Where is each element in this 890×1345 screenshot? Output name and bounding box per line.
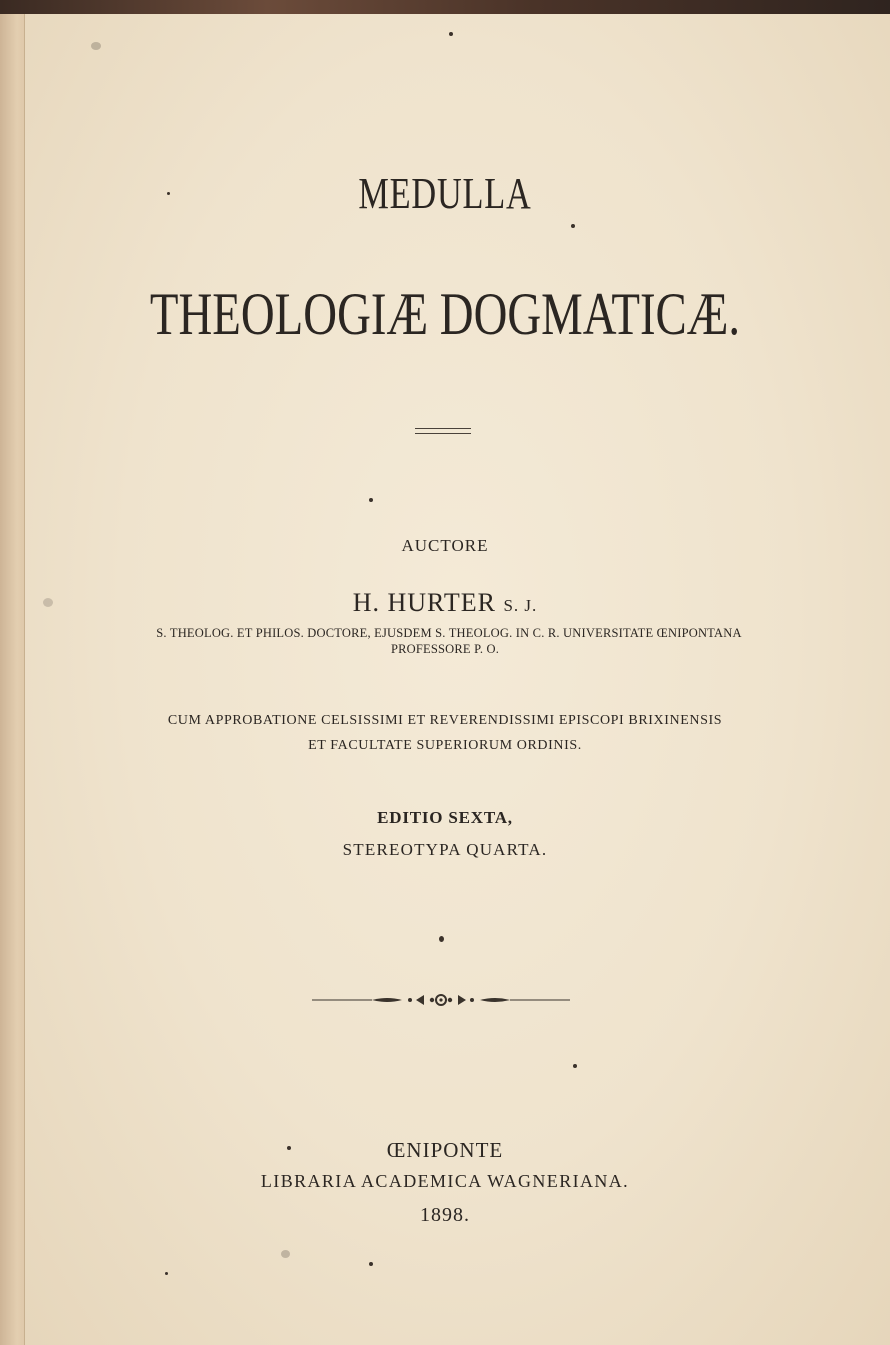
ink-speck: [571, 224, 575, 228]
imprint-city: ŒNIPONTE: [386, 1138, 504, 1162]
foxing-spot: [91, 42, 101, 50]
foxing-spot: [281, 1250, 290, 1258]
imprint-year: 1898.: [420, 1204, 470, 1226]
author-affiliation-line-2: PROFESSORE P. O.: [390, 642, 500, 656]
ink-speck: [165, 1272, 168, 1275]
auctore-label: AUCTORE: [401, 536, 489, 555]
author-name-line: [0, 588, 890, 618]
approbation-line-1: CUM APPROBATIONE CELSISSIMI ET REVERENDISSIMI EPISCOPI BRIXINENSIS: [167, 713, 723, 728]
title-line-2: THEOLOGIÆ DOGMATICÆ.: [149, 281, 741, 347]
author-order: S. J.: [503, 596, 538, 615]
author-affiliation-line-1: S. THEOLOG. ET PHILOS. DOCTORE, EJUSDEM S. THEOLOG. IN C. R. UNIVERSITATE ŒNIPONTANA: [156, 626, 742, 640]
imprint-publisher: LIBRARIA ACADEMICA WAGNERIANA.: [260, 1171, 630, 1191]
ink-speck: [369, 1262, 373, 1266]
edition-line-1: EDITIO SEXTA,: [377, 808, 513, 827]
ink-speck: [449, 32, 453, 36]
approbation-line-2: ET FACULTATE SUPERIORUM ORDINIS.: [308, 738, 582, 753]
title-line-1: MEDULLA: [358, 169, 532, 218]
ink-speck: [369, 498, 373, 502]
author-name: H. HURTER: [352, 588, 496, 617]
edition-line-2: STEREOTYPA QUARTA.: [342, 840, 548, 859]
ink-speck: [573, 1064, 577, 1068]
ink-speck: [439, 936, 444, 942]
ornamental-rule-icon: [312, 990, 570, 1010]
double-rule-divider: [415, 428, 471, 434]
